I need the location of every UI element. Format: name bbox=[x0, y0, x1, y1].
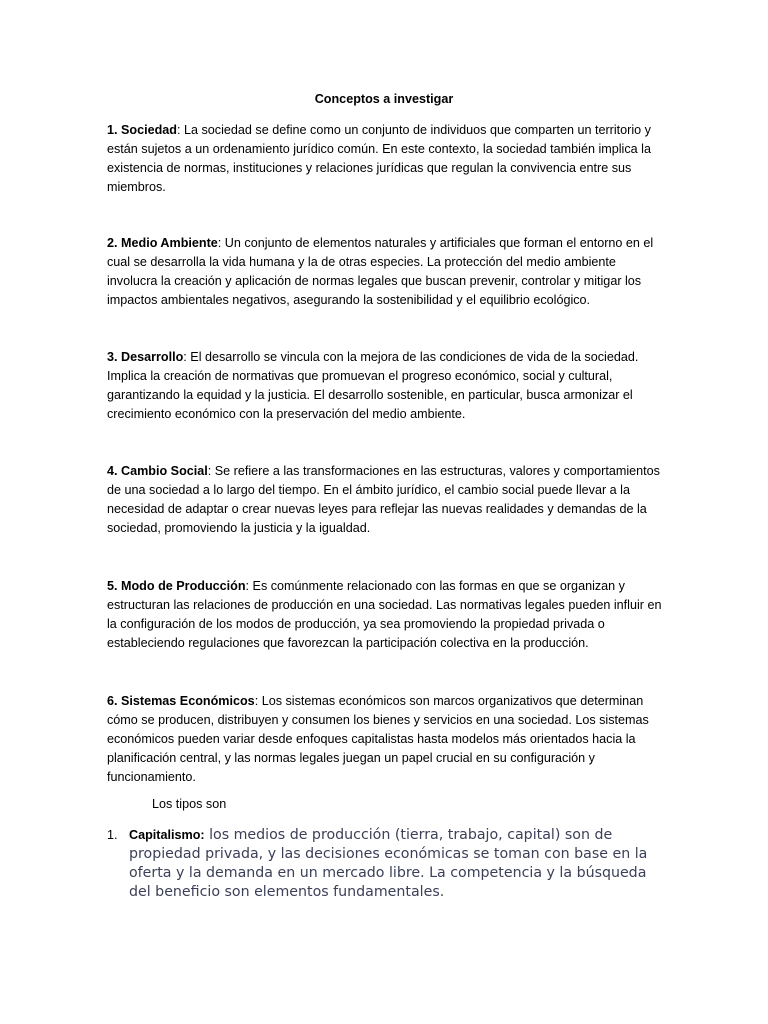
section-term: 5. Modo de Producción bbox=[107, 579, 246, 593]
section-term: 4. Cambio Social bbox=[107, 464, 208, 478]
list-item-body bbox=[129, 826, 669, 902]
section-term: 1. Sociedad bbox=[107, 123, 177, 137]
section-body: : El desarrollo se vincula con la mejora de las condiciones de vida de la sociedad. Implica la creación de normativas que promuevan el progreso económico, social y cultural, garantizando la equidad y la justicia. El desarrollo sostenible, en particular, busca armonizar el crecimiento económico con la preservación del medio ambiente. bbox=[107, 350, 639, 421]
types-intro: Los tipos son bbox=[152, 797, 227, 811]
list-number: 1. bbox=[107, 828, 118, 842]
list-item-text: los medios de producción (tierra, trabajo, capital) son de propiedad privada, y las decisiones económicas se toman con base en la oferta y la demanda en un mercado libre. La competencia y la búsqueda del beneficio son elementos fundamentales. bbox=[129, 827, 648, 900]
section-sistemas-economicos bbox=[107, 692, 667, 787]
section-body: : Un conjunto de elementos naturales y artificiales que forman el entorno en el cual se desarrolla la vida humana y la de otras especies. La protección del medio ambiente involucra la creación y aplicación de normas legales que buscan prevenir, controlar y mitigar los impactos ambientales negativos, asegurando la sostenibilidad y el equilibrio ecológico. bbox=[107, 236, 654, 307]
section-cambio-social bbox=[107, 462, 667, 538]
section-body: : La sociedad se define como un conjunto de individuos que comparten un territorio y están sujetos a un ordenamiento jurídico común. En este contexto, la sociedad también implica la existencia de normas, instituciones y relaciones jurídicas que regulan la convivencia entre sus miembros. bbox=[107, 123, 651, 194]
section-sociedad bbox=[107, 121, 667, 197]
section-desarrollo bbox=[107, 348, 667, 424]
page-title: Conceptos a investigar bbox=[314, 92, 454, 106]
list-item-capitalismo bbox=[107, 826, 667, 906]
section-term: 6. Sistemas Económicos bbox=[107, 694, 255, 708]
section-body: : Es comúnmente relacionado con las formas en que se organizan y estructuran las relaciones de producción en una sociedad. Las normativas legales pueden influir en la configuración de los modos de producción, ya sea promoviendo la propiedad privada o estableciendo regulaciones que favorezcan la participación colectiva en la producción. bbox=[107, 579, 662, 650]
section-modo-de-produccion bbox=[107, 577, 667, 653]
section-body: : Se refiere a las transformaciones en las estructuras, valores y comportamientos de una sociedad a lo largo del tiempo. En el ámbito jurídico, el cambio social puede llevar a la necesidad de adaptar o crear nuevas leyes para reflejar las nuevas realidades y demandas de la sociedad, promoviendo la justicia y la igualdad. bbox=[107, 464, 660, 535]
section-term: 3. Desarrollo bbox=[107, 350, 184, 364]
list-item-label: Capitalismo: bbox=[129, 828, 205, 842]
section-body: : Los sistemas económicos son marcos organizativos que determinan cómo se producen, distribuyen y consumen los bienes y servicios en una sociedad. Los sistemas económicos pueden variar desde enfoques capitalistas hasta modelos más orientados hacia la planificación central, y las normas legales juegan un papel crucial en su configuración y funcionamiento. bbox=[107, 694, 649, 784]
section-term: 2. Medio Ambiente bbox=[107, 236, 218, 250]
section-medio-ambiente bbox=[107, 234, 667, 310]
